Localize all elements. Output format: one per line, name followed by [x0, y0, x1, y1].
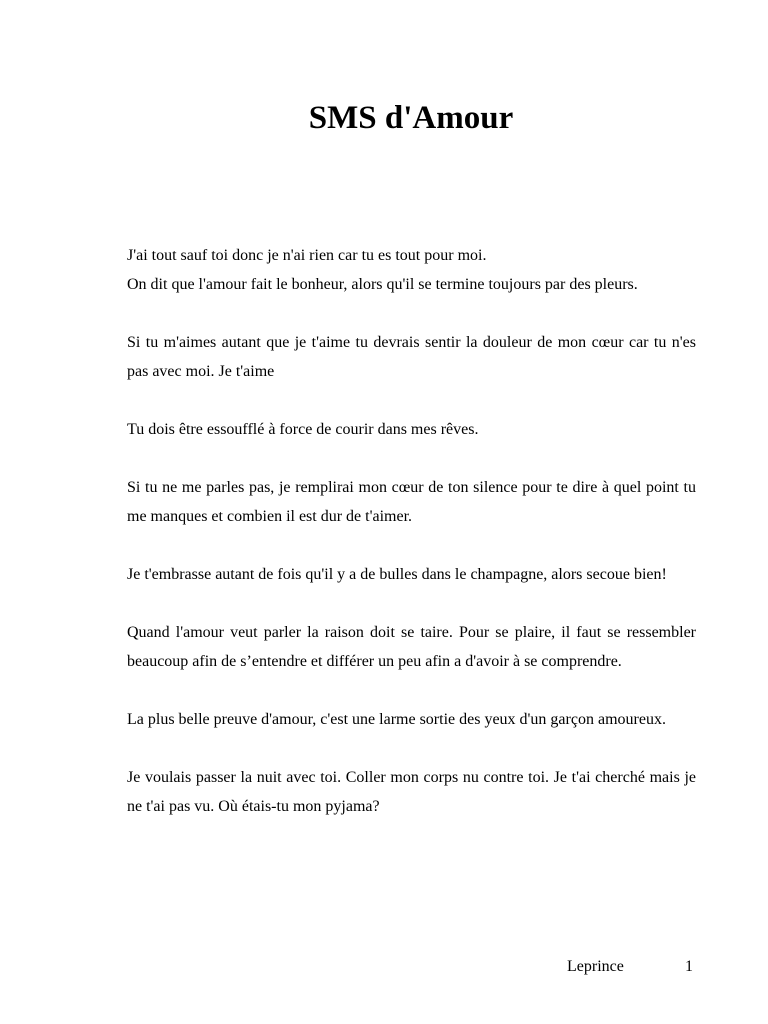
paragraph-line: Tu dois être essoufflé à force de courir dans mes rêves. — [127, 421, 479, 438]
page-title: SMS d'Amour — [308, 100, 514, 136]
paragraph-line: La plus belle preuve d'amour, c'est une larme sortie des yeux d'un garçon amoureux. — [127, 711, 666, 728]
paragraph-2 — [127, 328, 696, 386]
page-number: 1 — [685, 958, 693, 975]
paragraph-line: Je t'embrasse autant de fois qu'il y a de bulles dans le champagne, alors secoue bien! — [127, 566, 667, 583]
paragraph-line: Je voulais passer la nuit avec toi. Coller mon corps nu contre toi. Je t'ai cherché mais je ne t'ai pas vu. Où étais-tu mon pyjama? — [127, 769, 696, 815]
paragraph-4 — [127, 473, 696, 531]
paragraph-line: Si tu m'aimes autant que je t'aime tu devrais sentir la douleur de mon cœur car tu n'es pas avec moi. Je t'aime — [127, 334, 696, 380]
paragraph-5 — [127, 560, 696, 589]
paragraph-1 — [127, 241, 696, 299]
document-body — [127, 241, 696, 850]
paragraph-line: On dit que l'amour fait le bonheur, alors qu'il se termine toujours par des pleurs. — [127, 276, 638, 293]
paragraph-line: Quand l'amour veut parler la raison doit se taire. Pour se plaire, il faut se ressembler beaucoup afin de s’entendre et différer un peu afin a d'avoir à se comprendre. — [127, 624, 696, 670]
paragraph-7 — [127, 705, 696, 734]
paragraph-line: J'ai tout sauf toi donc je n'ai rien car tu es tout pour moi. — [127, 247, 487, 264]
paragraph-6 — [127, 618, 696, 676]
paragraph-line: Si tu ne me parles pas, je remplirai mon cœur de ton silence pour te dire à quel point tu me manques et combien il est dur de t'aimer. — [127, 479, 696, 525]
paragraph-3 — [127, 415, 696, 444]
footer-author: Leprince — [567, 958, 624, 975]
paragraph-8 — [127, 763, 696, 821]
page-footer — [0, 955, 768, 979]
